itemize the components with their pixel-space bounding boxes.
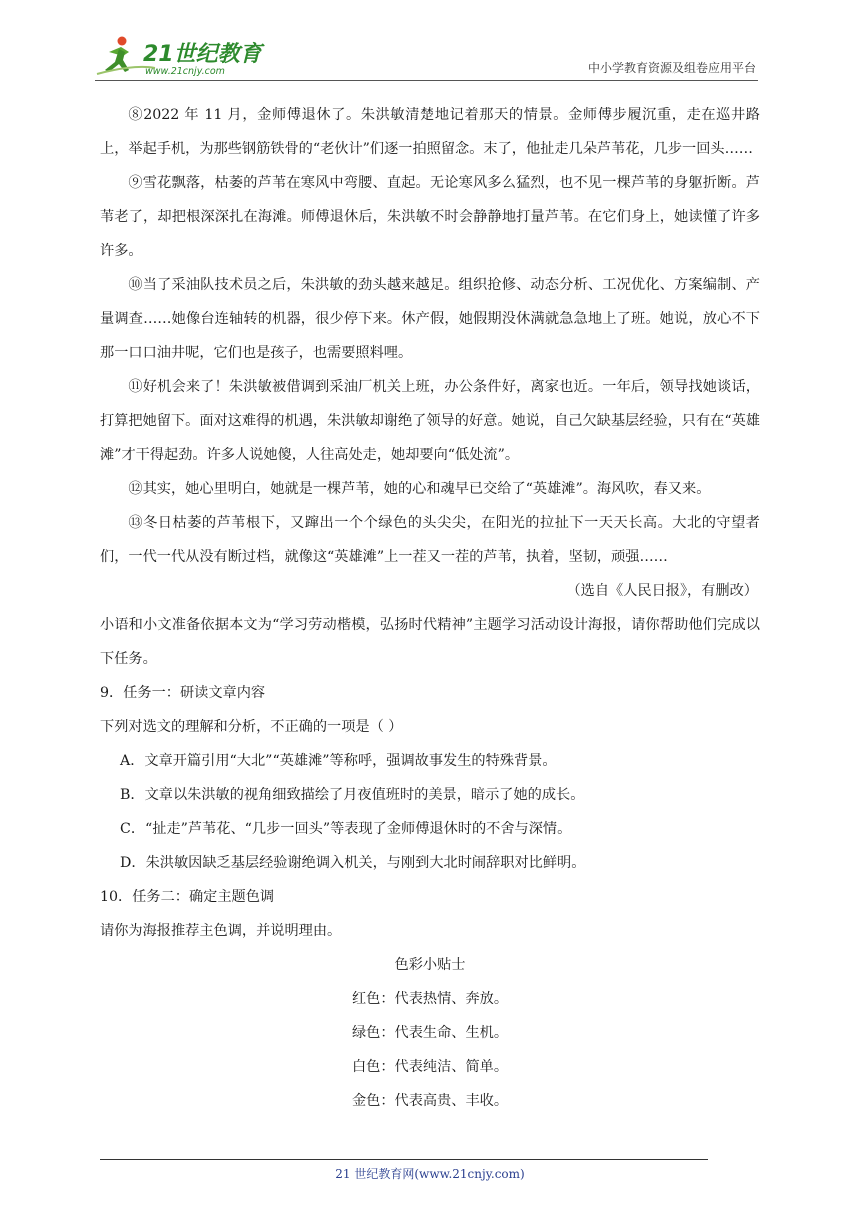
color-tips-title: 色彩小贴士 xyxy=(394,957,466,973)
footer-text[interactable]: 21 世纪教育网(www.21cnjy.com) xyxy=(335,1167,525,1181)
page-header xyxy=(95,34,758,81)
color-tip-white: 白色：代表纯洁、简单。 xyxy=(351,1059,509,1075)
question-9-option-d: D．朱洪敏因缺乏基层经验谢绝调入机关，与刚到大北时闹辞职对比鲜明。 xyxy=(120,855,586,871)
logo-url: www.21cnjy.com xyxy=(145,66,225,77)
article-paragraph-9: ⑨雪花飘落，枯萎的芦苇在寒风中弯腰、直起。无论寒风多么猛烈，也不见一棵芦苇的身躯折断。芦苇老了，却把根深深扎在海滩。师傅退休后，朱洪敏不时会静静地打量芦苇。在它们身上，她读懂了许多许多。 xyxy=(100,175,760,259)
color-tip-red: 红色：代表热情、奔放。 xyxy=(351,991,509,1007)
question-9-option-b: B．文章以朱洪敏的视角细致描绘了月夜值班时的美景，暗示了她的成长。 xyxy=(120,787,585,803)
color-tip-green: 绿色：代表生命、生机。 xyxy=(351,1025,509,1041)
task-intro: 小语和小文准备依据本文为“学习劳动楷模，弘扬时代精神”主题学习活动设计海报，请你帮助他们完成以下任务。 xyxy=(100,617,760,667)
article-paragraph-11: ⑪好机会来了！朱洪敏被借调到采油厂机关上班，办公条件好，离家也近。一年后，领导找她谈话，打算把她留下。面对这难得的机遇，朱洪敏却谢绝了领导的好意。她说，自己欠缺基层经验，只有在“英雄滩”才干得起劲。许多人说她傻，人往高处走，她却要向“低处流”。 xyxy=(100,379,760,463)
article-paragraph-10: ⑩当了采油队技术员之后，朱洪敏的劲头越来越足。组织抢修、动态分析、工况优化、方案编制、产量调查……她像台连轴转的机器，很少停下来。休产假，她假期没休满就急急地上了班。她说，放心不下那一口口油井呢，它们也是孩子，也需要照料哩。 xyxy=(100,277,760,361)
logo-text: 21世纪教育 xyxy=(143,42,262,67)
document-body xyxy=(100,98,760,1118)
article-paragraph-8: ⑧2022 年 11 月，金师傅退休了。朱洪敏清楚地记着那天的情景。金师傅步履沉重，走在巡井路上，举起手机，为那些钢筋铁骨的“老伙计”们逐一拍照留念。末了，他扯走几朵芦苇花，几步一回头…… xyxy=(100,107,760,157)
question-10-stem: 请你为海报推荐主色调，并说明理由。 xyxy=(100,923,342,939)
article-source: （选自《人民日报》，有删改） xyxy=(566,583,758,599)
color-tip-gold: 金色：代表高贵、丰收。 xyxy=(351,1093,509,1109)
logo-21cnjy xyxy=(95,34,270,78)
article-paragraph-13: ⑬冬日枯萎的芦苇根下，又蹿出一个个绿色的头尖尖，在阳光的拉扯下一天天长高。大北的守望者们，一代一代从没有断过档，就像这“英雄滩”上一茬又一茬的芦苇，执着，坚韧，顽强…… xyxy=(100,515,760,565)
question-9-stem: 下列对选文的理解和分析，不正确的一项是（ ） xyxy=(100,719,403,735)
header-platform-text: 中小学教育资源及组卷应用平台 xyxy=(587,61,756,75)
question-10-title: 10．任务二：确定主题色调 xyxy=(100,889,275,905)
footer-divider xyxy=(100,1159,708,1160)
question-9-option-c: C．“扯走”芦苇花、“几步一回头”等表现了金师傅退休时的不舍与深情。 xyxy=(120,821,572,837)
article-paragraph-12: ⑫其实，她心里明白，她就是一棵芦苇，她的心和魂早已交给了“英雄滩”。海风吹，春又来。 xyxy=(128,481,711,497)
question-9-title: 9．任务一：研读文章内容 xyxy=(100,685,266,701)
question-9-option-a: A．文章开篇引用“大北”“英雄滩”等称呼，强调故事发生的特殊背景。 xyxy=(120,753,557,769)
